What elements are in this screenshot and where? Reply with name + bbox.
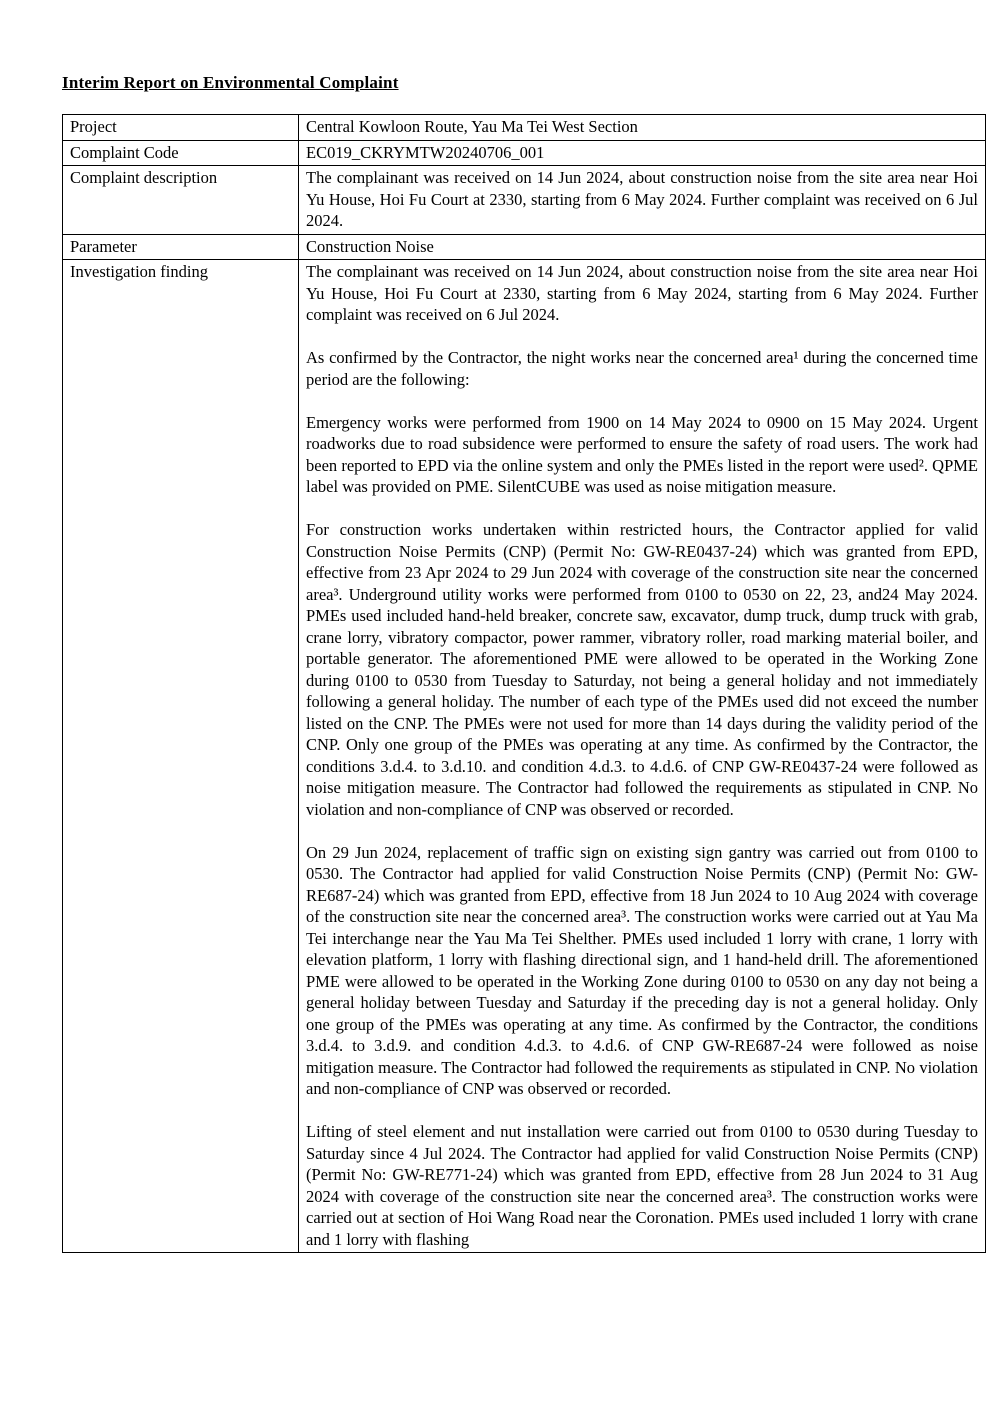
row-value-project: Central Kowloon Route, Yau Ma Tei West Section — [299, 115, 986, 141]
finding-paragraph-emergency-works: Emergency works were performed from 1900 on 14 May 2024 to 0900 on 15 May 2024. Urgent roadworks due to road subsidence were performed to ensure the safety of road users. The work had been reported to EPD via the online system and only the PMEs listed in the report were used². QPME label was provided on PME. SilentCUBE was used as noise mitigation measure. — [306, 412, 978, 496]
row-value-parameter: Construction Noise — [299, 234, 986, 260]
complaint-report-table — [62, 114, 986, 1253]
table-row-investigation-finding — [63, 260, 986, 1253]
row-label-complaint-code: Complaint Code — [63, 140, 299, 166]
row-value-complaint-code: EC019_CKRYMTW20240706_001 — [299, 140, 986, 166]
row-label-project: Project — [63, 115, 299, 141]
row-label-parameter: Parameter — [63, 234, 299, 260]
finding-paragraph-cnp-gw-re687: On 29 Jun 2024, replacement of traffic sign on existing sign gantry was carried out from 0100 to 0530. The Contractor had applied for valid Construction Noise Permits (CNP) (Permit No: GW-RE687-24) which was granted from EPD, effective from 18 Jun 2024 to 10 Aug 2024 with coverage of the construction site near the concerned area³. The construction works were carried out at Yau Ma Tei interchange near the Yau Ma Tei Shelther. PMEs used included 1 lorry with crane, 1 lorry with elevation platform, 1 lorry with flashing directional sign, and 1 hand-held drill. The aforementioned PME were allowed to be operated in the Working Zone during 0100 to 0530 on any day not being a general holiday between Tuesday and Saturday if the preceding day is not a general holiday. Only one group of the PMEs was operating at any time. As confirmed by the Contractor, the conditions 3.d.4. to 3.d.9. and condition 4.d.3. to 4.d.6. of CNP GW-RE687-24 were followed as noise mitigation measure. The Contractor had followed the requirements as stipulated in CNP. No violation and non-compliance of CNP was observed or recorded. — [306, 842, 978, 1098]
row-label-investigation-finding: Investigation finding — [63, 260, 299, 1253]
finding-paragraph-cnp-gw-re771: Lifting of steel element and nut installation were carried out from 0100 to 0530 during Tuesday to Saturday since 4 Jul 2024. The Contractor had applied for valid Construction Noise Permits (CNP) (Permit No: GW-RE771-24) which was granted from EPD, effective from 28 Jun 2024 to 31 Aug 2024 with coverage of the construction site near the concerned area³. The construction works were carried out at section of Hoi Wang Road near the Coronation. PMEs used included 1 lorry with crane and 1 lorry with flashing — [306, 1122, 978, 1249]
table-row-parameter — [63, 234, 986, 260]
finding-paragraph-contractor-confirmation: As confirmed by the Contractor, the night works near the concerned area¹ during the concerned time period are the following: — [306, 348, 978, 389]
row-value-investigation-finding — [299, 260, 986, 1253]
table-row-complaint-code — [63, 140, 986, 166]
document-title: Interim Report on Environmental Complaint — [62, 73, 399, 92]
table-row-complaint-description — [63, 166, 986, 235]
table-row-project — [63, 115, 986, 141]
row-label-complaint-description: Complaint description — [63, 166, 299, 235]
finding-paragraph-complaint-summary: The complainant was received on 14 Jun 2024, about construction noise from the site area near Hoi Yu House, Hoi Fu Court at 2330, starting from 6 May 2024, starting from 6 May 2024. Further complaint was received on 6 Jul 2024. — [306, 262, 978, 324]
row-value-complaint-description: The complainant was received on 14 Jun 2024, about construction noise from the site area near Hoi Yu House, Hoi Fu Court at 2330, starting from 6 May 2024. Further complaint was received on 6 Jul 2024. — [299, 166, 986, 235]
finding-paragraph-cnp-gw-re0437: For construction works undertaken within restricted hours, the Contractor applied for valid Construction Noise Permits (CNP) (Permit No: GW-RE0437-24) which was granted from EPD, effective from 23 Apr 2024 to 29 Jun 2024 with coverage of the construction site near the concerned area³. Underground utility works were performed from 0100 to 0530 on 22, 23, and24 May 2024. PMEs used included hand-held breaker, concrete saw, excavator, dump truck, dump truck with grab, crane lorry, vibratory compactor, power rammer, vibratory roller, road marking material boiler, and portable generator. The aforementioned PME were allowed to be operated in the Working Zone during 0100 to 0530 from Tuesday to Saturday, not being a general holiday and not immediately following a general holiday. The number of each type of the PMEs used did not exceed the number listed on the CNP. The PMEs were not used for more than 14 days during the validity period of the CNP. Only one group of the PMEs was operating at any time. As confirmed by the Contractor, the conditions 3.d.4. to 3.d.10. and condition 4.d.3. to 4.d.6. of CNP GW-RE0437-24 were followed as noise mitigation measure. The Contractor had followed the requirements as stipulated in CNP. No violation and non-compliance of CNP was observed or recorded. — [306, 520, 978, 819]
